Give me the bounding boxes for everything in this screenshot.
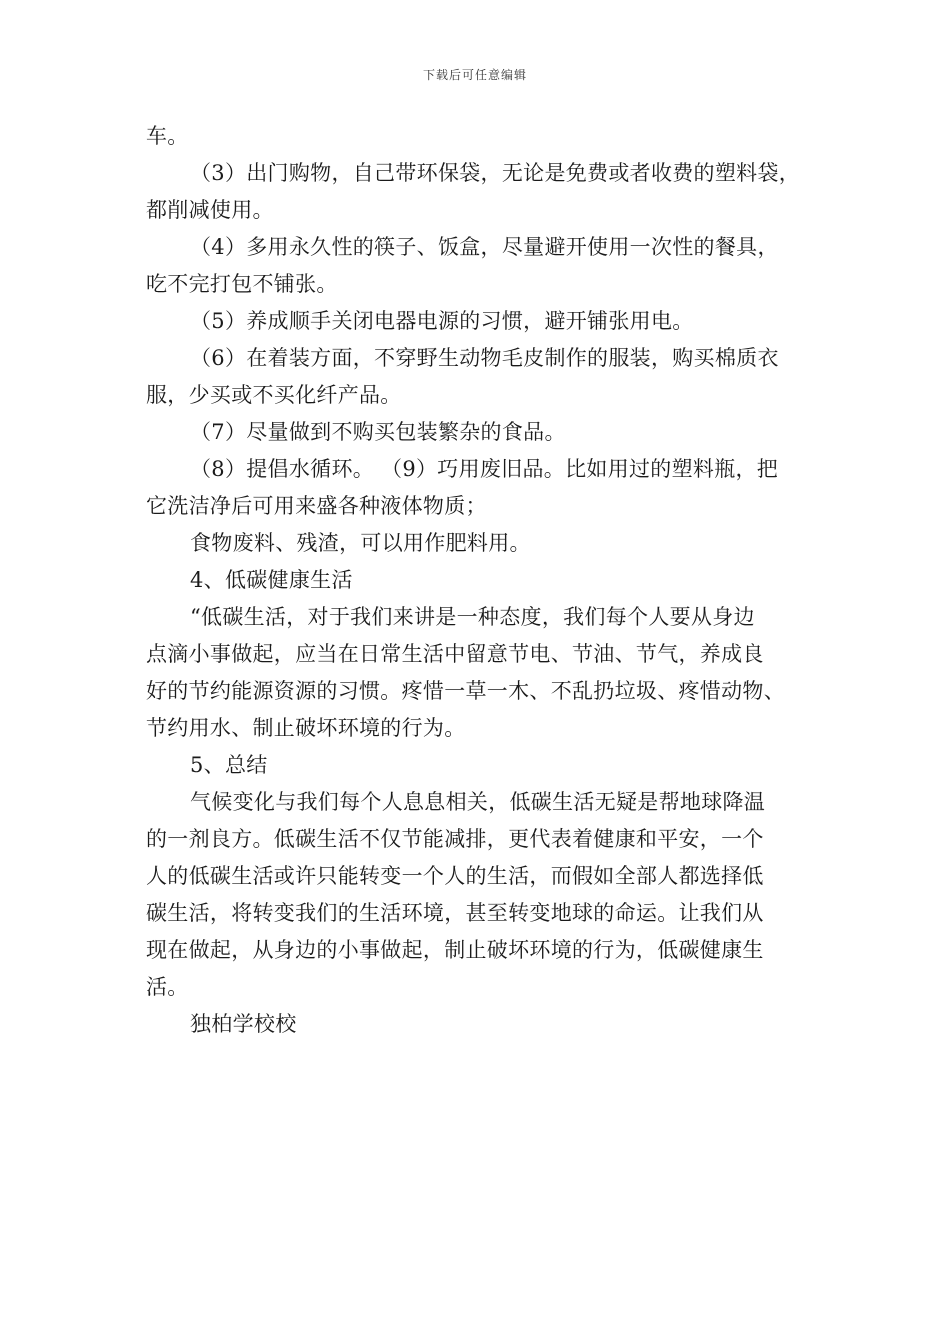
paragraph-line: 现在做起，从身边的小事做起，制止破坏环境的行为，低碳健康生 bbox=[146, 938, 764, 962]
paragraph-line: 都削减使用。 bbox=[146, 198, 274, 222]
paragraph-line: 它洗洁净后可用来盛各种液体物质； bbox=[146, 494, 487, 518]
paragraph-line: 车。 bbox=[146, 124, 189, 148]
paragraph-line: “低碳生活，对于我们来讲是一种态度，我们每个人要从身边 bbox=[190, 605, 755, 629]
paragraph-line: （7）尽量做到不购买包装繁杂的食品。 bbox=[190, 420, 566, 444]
paragraph-line: 活。 bbox=[146, 975, 189, 999]
paragraph-line: 服，少买或不买化纤产品。 bbox=[146, 383, 402, 407]
page-header-note: 下载后可任意编辑 bbox=[422, 68, 527, 82]
section-heading: 4、低碳健康生活 bbox=[190, 568, 353, 592]
paragraph-line: 人的低碳生活或许只能转变一个人的生活，而假如全部人都选择低 bbox=[146, 864, 764, 888]
paragraph-line: （8）提倡水循环。 （9）巧用废旧品。比如用过的塑料瓶，把 bbox=[190, 457, 779, 481]
paragraph-line: （6）在着装方面，不穿野生动物毛皮制作的服装，购买棉质衣 bbox=[190, 346, 779, 370]
document-body bbox=[146, 118, 816, 1043]
paragraph-line: （4）多用永久性的筷子、饭盒，尽量避开使用一次性的餐具， bbox=[190, 235, 779, 259]
paragraph-line: 吃不完打包不铺张。 bbox=[146, 272, 338, 296]
paragraph-line: （3）出门购物，自己带环保袋，无论是免费或者收费的塑料袋， bbox=[190, 161, 801, 185]
paragraph-line: 食物废料、残渣，可以用作肥料用。 bbox=[190, 531, 531, 555]
paragraph-line: （5）养成顺手关闭电器电源的习惯，避开铺张用电。 bbox=[190, 309, 694, 333]
paragraph-line: 的一剂良方。低碳生活不仅节能减排，更代表着健康和平安，一个 bbox=[146, 827, 764, 851]
paragraph-line: 好的节约能源资源的习惯。疼惜一草一木、不乱扔垃圾、疼惜动物、 bbox=[146, 679, 785, 703]
paragraph-line: 气候变化与我们每个人息息相关，低碳生活无疑是帮地球降温 bbox=[190, 790, 766, 814]
paragraph-line: 节约用水、制止破坏环境的行为。 bbox=[146, 716, 466, 740]
paragraph-line: 碳生活，将转变我们的生活环境，甚至转变地球的命运。让我们从 bbox=[146, 901, 764, 925]
paragraph-line: 点滴小事做起，应当在日常生活中留意节电、节油、节气，养成良 bbox=[146, 642, 764, 666]
signature-line: 独柏学校校 bbox=[190, 1012, 297, 1036]
section-heading: 5、总结 bbox=[190, 753, 268, 777]
